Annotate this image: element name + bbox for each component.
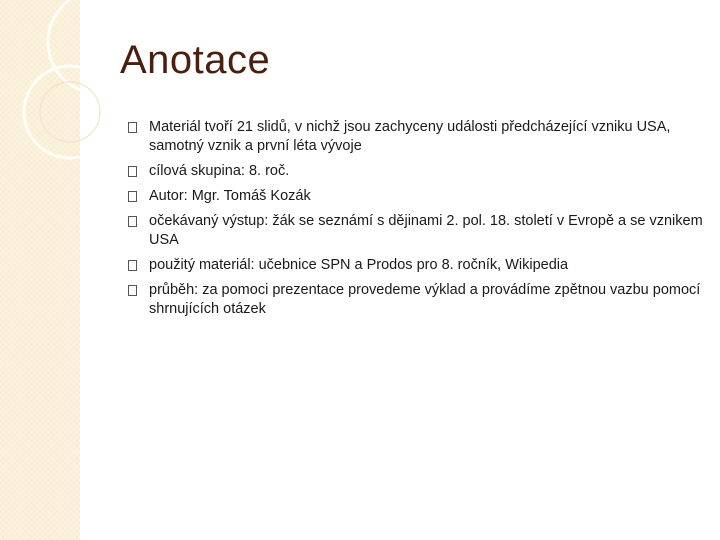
bullet-text: použitý materiál: učebnice SPN a Prodos pro 8. ročník, Wikipedia [149,257,569,273]
decorative-side-band [0,0,80,540]
bullet-text: očekávaný výstup: žák se seznámí s dějinami 2. pol. 18. století v Evropě a se vznikem USA [149,213,703,248]
bullet-text: průběh: za pomoci prezentace provedeme výklad a provádíme zpětnou vazbu pomocí shrnujících otázek [149,282,701,317]
bullet-item-author [128,187,703,206]
bullet-square-icon [128,216,137,227]
bullet-square-icon [128,166,137,177]
bullet-item-target-group [128,162,703,181]
slide-title: Anotace [120,38,271,82]
bullet-square-icon [128,191,137,202]
bullet-square-icon [128,260,137,271]
bullet-text: Materiál tvoří 21 slidů, v nichž jsou zachyceny události předcházející vzniku USA, samotný vznik a první léta vývoje [149,119,671,154]
bullet-text: cílová skupina: 8. roč. [149,163,290,179]
bullet-square-icon [128,122,137,133]
bullet-square-icon [128,285,137,296]
bullet-text: Autor: Mgr. Tomáš Kozák [149,188,311,204]
bullet-list [128,118,703,325]
bullet-item-process [128,281,703,319]
bullet-item-expected-outcome [128,212,703,250]
bullet-item-materials [128,118,703,156]
bullet-item-used-material [128,256,703,275]
